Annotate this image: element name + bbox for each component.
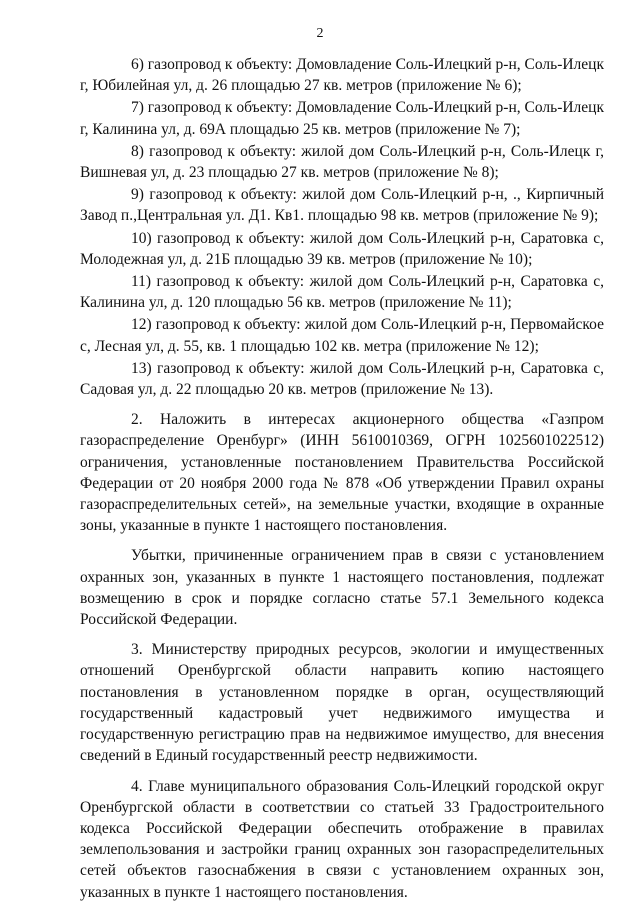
page-number: 2: [316, 26, 324, 41]
list-item-7: 7) газопровод к объекту: Домовладение Соль-Илецкий р-н, Соль-Илецк г, Калинина ул, д. 69А площадью 25 кв. метров (приложение № 7);: [80, 99, 604, 138]
list-item-8: 8) газопровод к объекту: жилой дом Соль-Илецкий р-н, Соль-Илецк г, Вишневая ул, д. 23 площадью 27 кв. метров (приложение № 8);: [80, 142, 604, 182]
list-item-11: 11) газопровод к объекту: жилой дом Соль-Илецкий р-н, Саратовка с, Калинина ул, д. 120 площадью 56 кв. метров (приложение № 11);: [80, 273, 604, 312]
list-item-10: 10) газопровод к объекту: жилой дом Соль-Илецкий р-н, Саратовка с, Молодежная ул, д. 21Б площадью 39 кв. метров (приложение № 10);: [80, 229, 604, 268]
document-body: [80, 54, 604, 903]
list-item-13: 13) газопровод к объекту: жилой дом Соль-Илецкий р-н, Саратовка с, Садовая ул, д. 22 площадью 20 кв. метров (приложение № 13).: [80, 359, 604, 399]
list-item-9: 9) газопровод к объекту: жилой дом Соль-Илецкий р-н, ., Кирпичный Завод п.,Центральная ул. Д1. Кв1. площадью 98 кв. метров (приложение № 9);: [80, 186, 604, 225]
section-2-paragraph: 2. Наложить в интересах акционерного общества «Газпром газораспределение Оренбург» (ИНН 5610010369, ОГРН 1025601022512) ограничения, установленные постановлением Правительства Российской Федерации от 20 ноября 2000 года № 878 «Об утверждении Правил охраны газораспределительных сетей», на земельные участки, входящие в охранные зоны, указанные в пункте 1 настоящего постановления.: [80, 411, 604, 535]
section-4-paragraph: 4. Главе муниципального образования Соль-Илецкий городской округ Оренбургской области в соответствии со статьей 33 Градостроительного кодекса Российской Федерации обеспечить отображение в правилах землепользования и застройки границ охранных зон газораспределительных сетей объектов газоснабжения в связи с установлением охранных зон, указанных в пункте 1 настоящего постановления.: [80, 777, 604, 901]
section-3-paragraph: 3. Министерству природных ресурсов, экологии и имущественных отношений Оренбургской области направить копию настоящего постановления в установленном порядке в орган, осуществляющий государственный кадастровый учет недвижимого имущества и государственную регистрацию прав на недвижимое имущество, для внесения сведений в Единый государственный реестр недвижимости.: [80, 641, 604, 765]
damages-paragraph: Убытки, причиненные ограничением прав в связи с установлением охранных зон, указанных в пункте 1 настоящего постановления, подлежат возмещению в срок и порядке согласно статье 57.1 Земельного кодекса Российской Федерации.: [80, 547, 604, 629]
list-item-6: 6) газопровод к объекту: Домовладение Соль-Илецкий р-н, Соль-Илецк г, Юбилейная ул, д. 26 площадью 27 кв. метров (приложение № 6);: [80, 56, 604, 95]
list-item-12: 12) газопровод к объекту: жилой дом Соль-Илецкий р-н, Первомайское с, Лесная ул, д. 55, кв. 1 площадью 102 кв. метра (приложение № 12);: [80, 316, 604, 355]
